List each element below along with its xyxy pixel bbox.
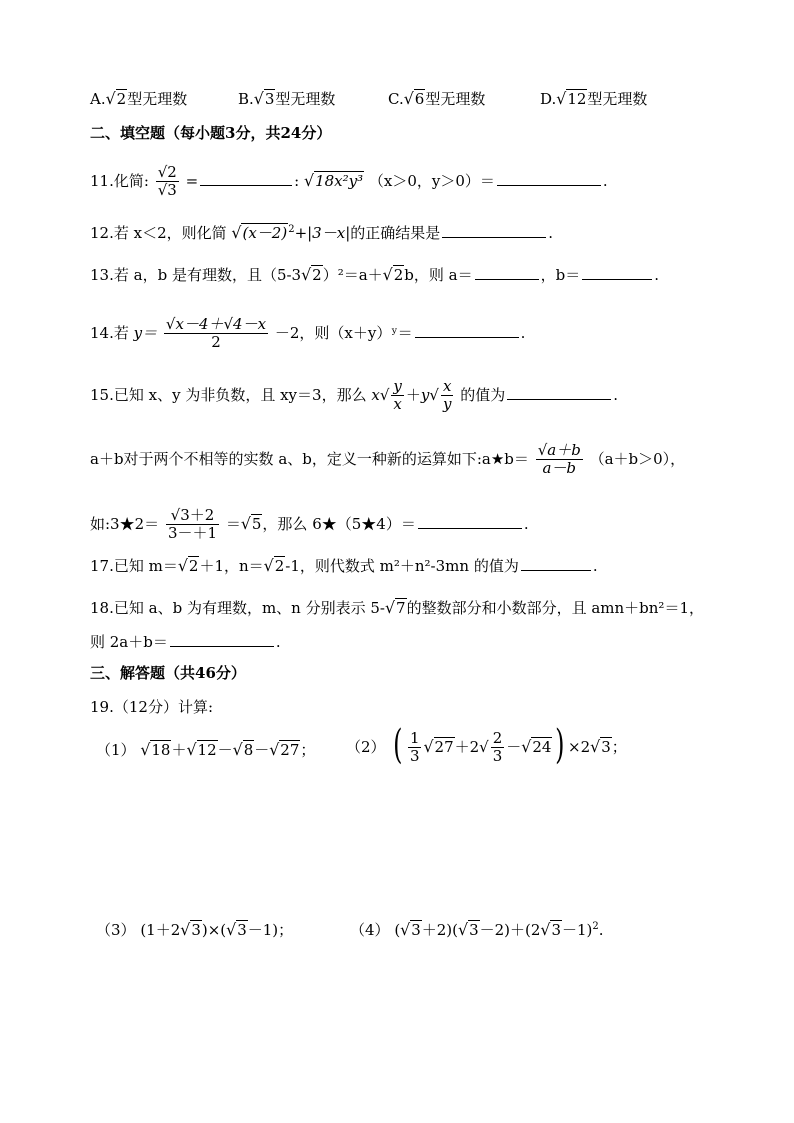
question-17: 17.已知 m＝√2＋1，n＝√2-1，则代数式 m²＋n²-3mn 的值为 . [90, 556, 598, 575]
fraction: $\frac{1}{3}$ [409, 729, 420, 766]
answer-blank [415, 336, 519, 338]
answer-blank [582, 278, 652, 280]
problem-3: （3） (1＋2√3)×(√3－1)； [96, 920, 294, 939]
problem-2: （2） ( $\frac{1}{3}$ √27＋2√ $\frac{2}{3}$ －√24 ) ×2√3； [346, 721, 627, 768]
question-16: a＋b对于两个不相等的实数 a、b，定义一种新的运算如下:a★b＝ $\frac{√a+b}{a-b}$ （a＋b＞0）， [90, 441, 686, 478]
question-19: 19.（12分）计算: [90, 698, 214, 716]
question-12: 12.若 x＜2，则化简 $√(x-2)^2+|3-x|$的正确结果是 . [90, 223, 554, 242]
answer-blank [507, 398, 611, 400]
question-18: 18.已知 a、b 为有理数，m、n 分别表示 5-√7的整数部分和小数部分，且 amn＋bn²＝1， [90, 598, 704, 617]
fraction: $\frac{√3+2}{3-+1}$ [167, 506, 218, 543]
sqrt-icon: √18x²y³ [304, 170, 364, 190]
answer-blank [200, 184, 292, 186]
answer-blank [475, 278, 539, 280]
fraction: $\frac{x}{y}$ [442, 377, 452, 414]
sqrt-icon: √2 [105, 89, 127, 108]
answer-blank [521, 569, 591, 571]
problem-1: （1） √18＋√12－√8－√27； [96, 740, 316, 759]
fraction: $\frac{2}{3}$ [492, 729, 503, 766]
answer-blank [170, 645, 274, 647]
question-15: 15.已知 x、y 为非负数，且 xy＝3，那么 x√ $\frac{y}{x}$ ＋y√ $\frac{x}{y}$ 的值为 . [90, 377, 618, 414]
question-13: 13.若 a，b 是有理数，且（5-3√2）²＝a＋√2b，则 a＝ ，b＝ . [90, 265, 659, 284]
sqrt-icon: √3 [253, 89, 275, 108]
question-18-line2: 则 2a＋b＝ . [90, 633, 281, 651]
answer-blank [418, 527, 522, 529]
question-11: 11.化简: $\frac{√2}{√3}$ = : √18x²y³ （x＞0，y＞0）＝ . [90, 163, 608, 200]
option-a: A.√2型无理数 [90, 89, 188, 108]
option-b: B.√3型无理数 [238, 89, 336, 108]
sqrt-icon: √7 [384, 598, 406, 617]
fraction: $\frac{y}{x}$ [393, 377, 402, 414]
answer-blank [442, 236, 546, 238]
sqrt-icon: $√(x-2)^2$ [231, 223, 295, 242]
sqrt-icon: √2 [177, 556, 199, 575]
sqrt-icon: √12 [556, 89, 587, 108]
sqrt-icon: √6 [403, 89, 425, 108]
option-d: D.√12型无理数 [540, 89, 648, 108]
answer-blank [497, 184, 601, 186]
problem-4: （4） $(√3+2)(√3-2)+(2√3-1)^2$. [350, 920, 604, 939]
fraction: $\frac{√x-4+√4-x}{2}$ [165, 315, 267, 352]
sqrt-icon: √2 [263, 556, 285, 575]
sqrt-icon: √5 [240, 513, 262, 533]
question-14: 14.若 y＝ $\frac{√x-4+√4-x}{2}$ －2，则（x＋y）ʸ＝ . [90, 315, 526, 352]
fraction: $\frac{√2}{√3}$ [157, 163, 177, 200]
section-heading: 三、解答题（共46分） [90, 664, 246, 682]
option-c: C.√6型无理数 [388, 89, 486, 108]
question-16-example: 如:3★2＝ $\frac{√3+2}{3-+1}$ ＝√5，那么 6★（5★4）＝ . [90, 506, 529, 543]
sqrt-icon: √2 [382, 265, 404, 284]
sqrt-icon: √2 [301, 265, 322, 284]
section-heading: 二、填空题（每小题3分，共24分） [90, 124, 332, 142]
fraction: $\frac{√a+b}{a-b}$ [537, 441, 581, 478]
